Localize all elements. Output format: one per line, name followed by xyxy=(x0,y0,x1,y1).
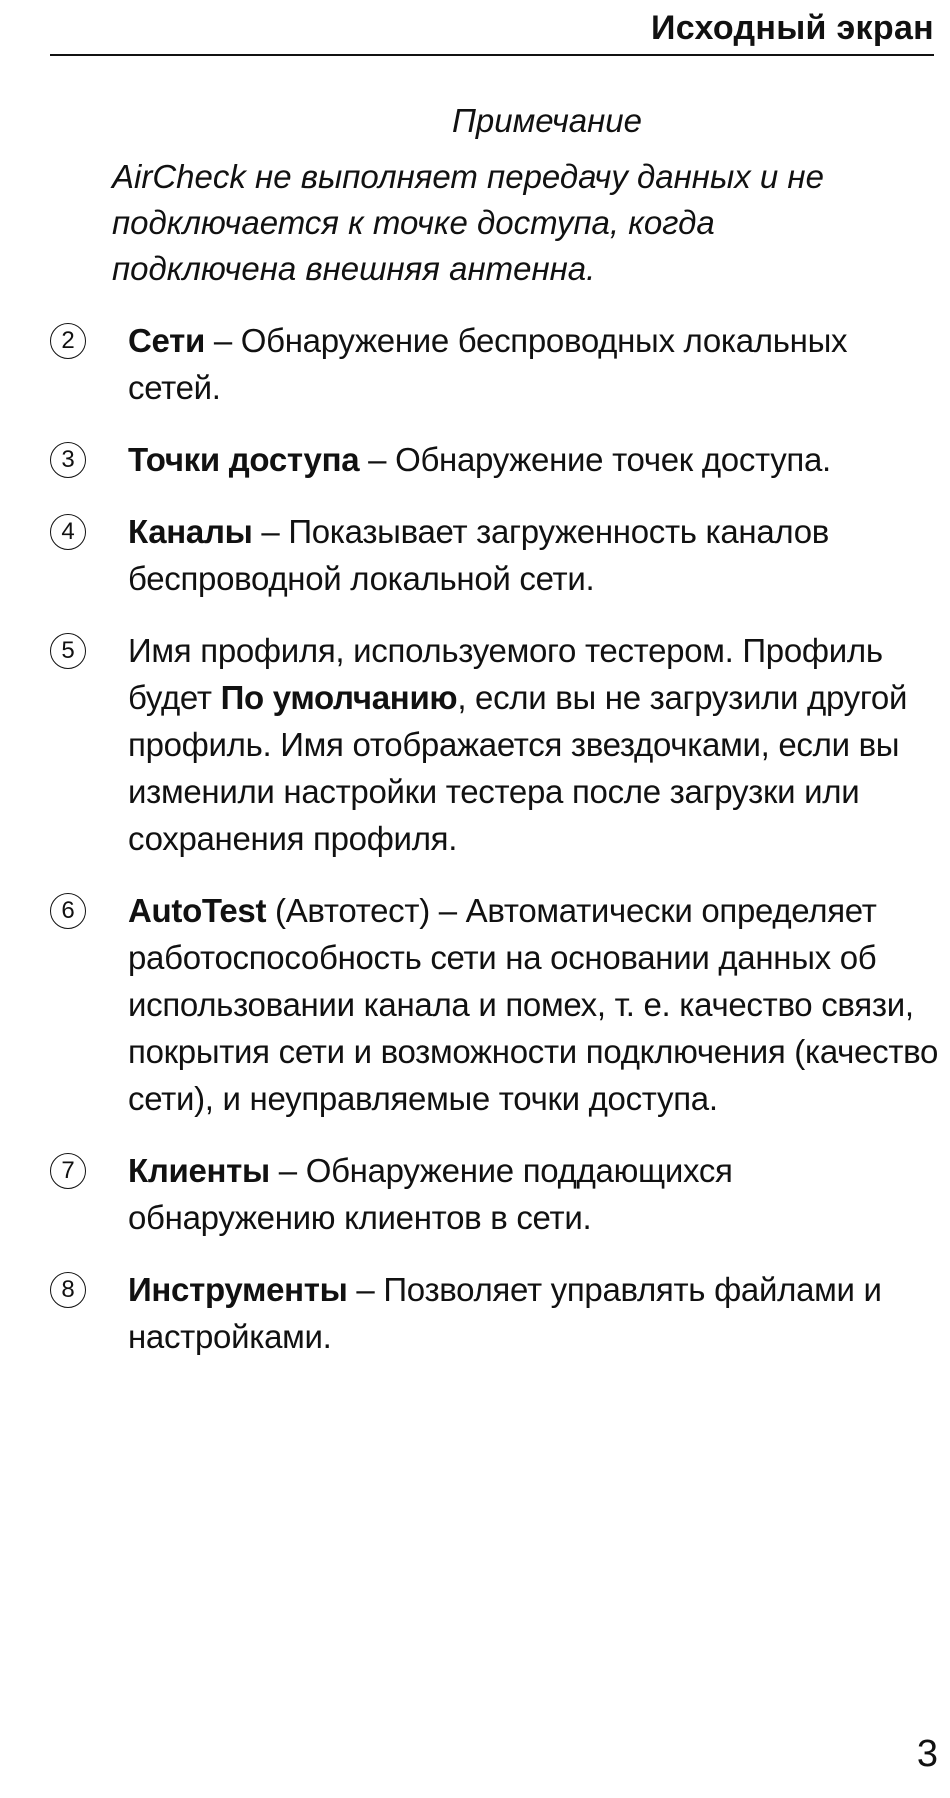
item-description: – Показывает загруженность каналов беспроводной локальной сети. xyxy=(128,513,830,597)
feature-list xyxy=(50,317,940,1385)
item-description: – Обнаружение беспроводных локальных сетей. xyxy=(128,322,848,406)
list-item-tools xyxy=(50,1266,940,1360)
list-item-channels xyxy=(50,508,940,602)
item-description: – Позволяет управлять файлами и настройками. xyxy=(128,1271,882,1355)
callout-number: 3 xyxy=(50,442,86,478)
page-number: 3 xyxy=(916,1733,938,1775)
list-item-access-points xyxy=(50,436,940,483)
callout-number: 8 xyxy=(50,1272,86,1308)
item-description: – Обнаружение точек доступа. xyxy=(359,441,831,478)
callout-number: 7 xyxy=(50,1153,86,1189)
item-term: AutoTest xyxy=(128,892,267,929)
item-term: Сети xyxy=(128,322,205,359)
item-term: По умолчанию xyxy=(220,679,458,716)
callout-number: 5 xyxy=(50,633,86,669)
item-description-lead: Имя профиля, используемого тестером. Профиль будет xyxy=(128,632,883,716)
page-title: Исходный экран xyxy=(651,9,934,47)
note-block xyxy=(112,98,832,292)
callout-number: 4 xyxy=(50,514,86,550)
item-term: Инструменты xyxy=(128,1271,348,1308)
list-item-networks xyxy=(50,317,940,411)
list-item-profile xyxy=(50,627,940,862)
item-description: – Обнаружение поддающихся обнаружению клиентов в сети. xyxy=(128,1152,733,1236)
item-description: (Автотест) – Автоматически определяет работоспособность сети на основании данных об использовании канала и помех, т. е. качество связи, покрытия сети и возможности подключения (качество сети), и неуправляемые точки доступа. xyxy=(128,892,939,1117)
note-text: AirCheck не выполняет передачу данных и не подключается к точке доступа, когда подключена внешняя антенна. xyxy=(112,158,824,287)
item-term: Точки доступа xyxy=(128,441,360,478)
item-term: Каналы xyxy=(128,513,253,550)
callout-number: 2 xyxy=(50,323,86,359)
page-header xyxy=(50,6,934,56)
item-term: Клиенты xyxy=(128,1152,270,1189)
callout-number: 6 xyxy=(50,893,86,929)
note-title: Примечание xyxy=(451,102,643,139)
item-description: , если вы не загрузили другой профиль. Имя отображается звездочками, если вы изменили настройки тестера после загрузки или сохранения профиля. xyxy=(128,679,908,857)
list-item-clients xyxy=(50,1147,940,1241)
list-item-autotest xyxy=(50,887,940,1122)
